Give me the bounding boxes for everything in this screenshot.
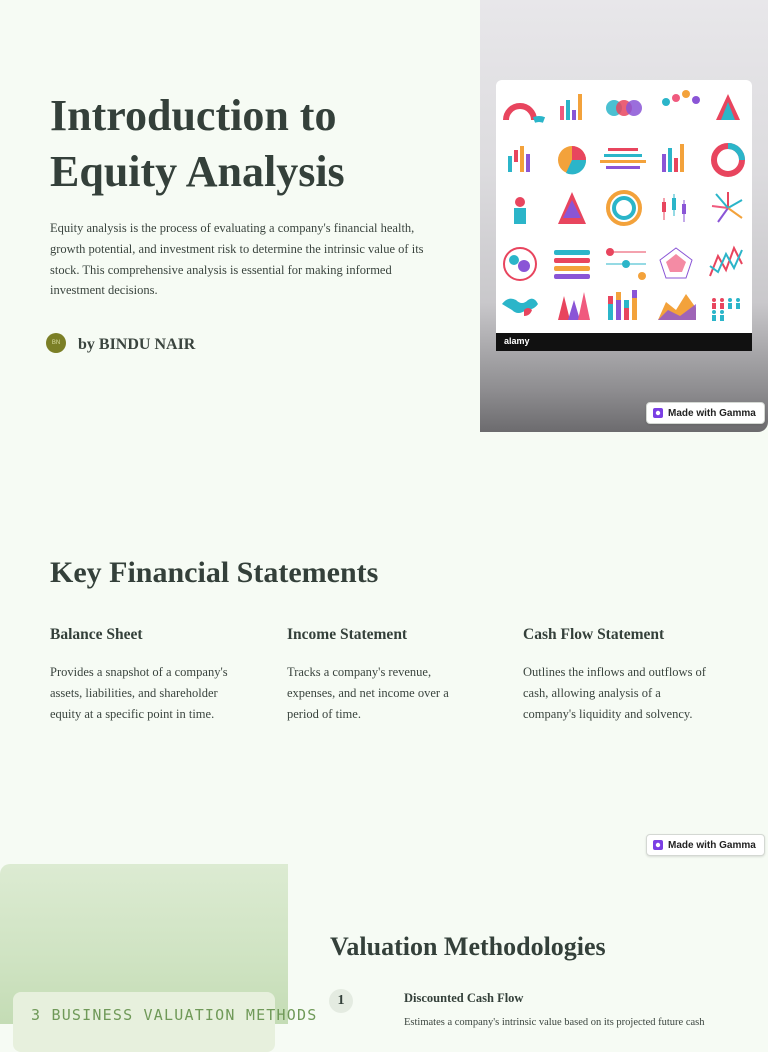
- step-number-badge: 1: [329, 989, 353, 1013]
- badge-label: Made with Gamma: [668, 407, 756, 419]
- card-text: Provides a snapshot of a company's assets, liabilities, and shareholder equity at a specific point in time.: [50, 665, 228, 721]
- infographic-icons: [496, 80, 752, 333]
- card-heading: Cash Flow Statement: [523, 626, 665, 643]
- statement-card-income-statement: [287, 626, 467, 724]
- image-caption-card: [13, 992, 318, 1052]
- step-title: Discounted Cash Flow: [404, 991, 524, 1005]
- slide-intro: [0, 0, 768, 432]
- badge-label: Made with Gamma: [668, 839, 756, 851]
- section-title: Key Financial Statements: [50, 556, 379, 589]
- intro-description: Equity analysis is the process of evaluating a company's financial health, growth potential, and investment risk to determine the intrinsic value of its stock. This comprehensive analysis is essential for making informed investment decisions.: [50, 221, 424, 298]
- made-with-gamma-badge[interactable]: [646, 834, 765, 856]
- statement-card-balance-sheet: [50, 626, 240, 724]
- hero-image: [480, 0, 768, 432]
- slide-valuation-methodologies: [0, 864, 768, 1028]
- avatar: BN: [46, 333, 66, 353]
- statement-card-cash-flow: [523, 626, 713, 724]
- image-watermark-bar: [496, 333, 752, 351]
- step-description: Estimates a company's intrinsic value based on its projected future cash: [404, 1017, 705, 1028]
- slide-financial-statements: [0, 470, 768, 810]
- image-caption: 3 BUSINESS VALUATION METHODS: [31, 1006, 318, 1024]
- valuation-methods-image: [0, 864, 318, 1024]
- author-byline: [46, 331, 195, 355]
- card-heading: Balance Sheet: [50, 626, 143, 643]
- watermark-logo: alamy: [504, 336, 530, 346]
- chart-infographic-image: [496, 80, 752, 351]
- author-name: by BINDU NAIR: [78, 336, 196, 353]
- page-title: Introduction to Equity Analysis: [50, 91, 345, 196]
- card-text: Tracks a company's revenue, expenses, and net income over a period of time.: [287, 665, 449, 721]
- made-with-gamma-badge[interactable]: [646, 402, 765, 424]
- gamma-logo-icon: [653, 840, 663, 850]
- card-text: Outlines the inflows and outflows of cash, allowing analysis of a company's liquidity and solvency.: [523, 665, 706, 721]
- card-heading: Income Statement: [287, 626, 408, 643]
- gamma-logo-icon: [653, 408, 663, 418]
- section-title: Valuation Methodologies: [330, 932, 606, 961]
